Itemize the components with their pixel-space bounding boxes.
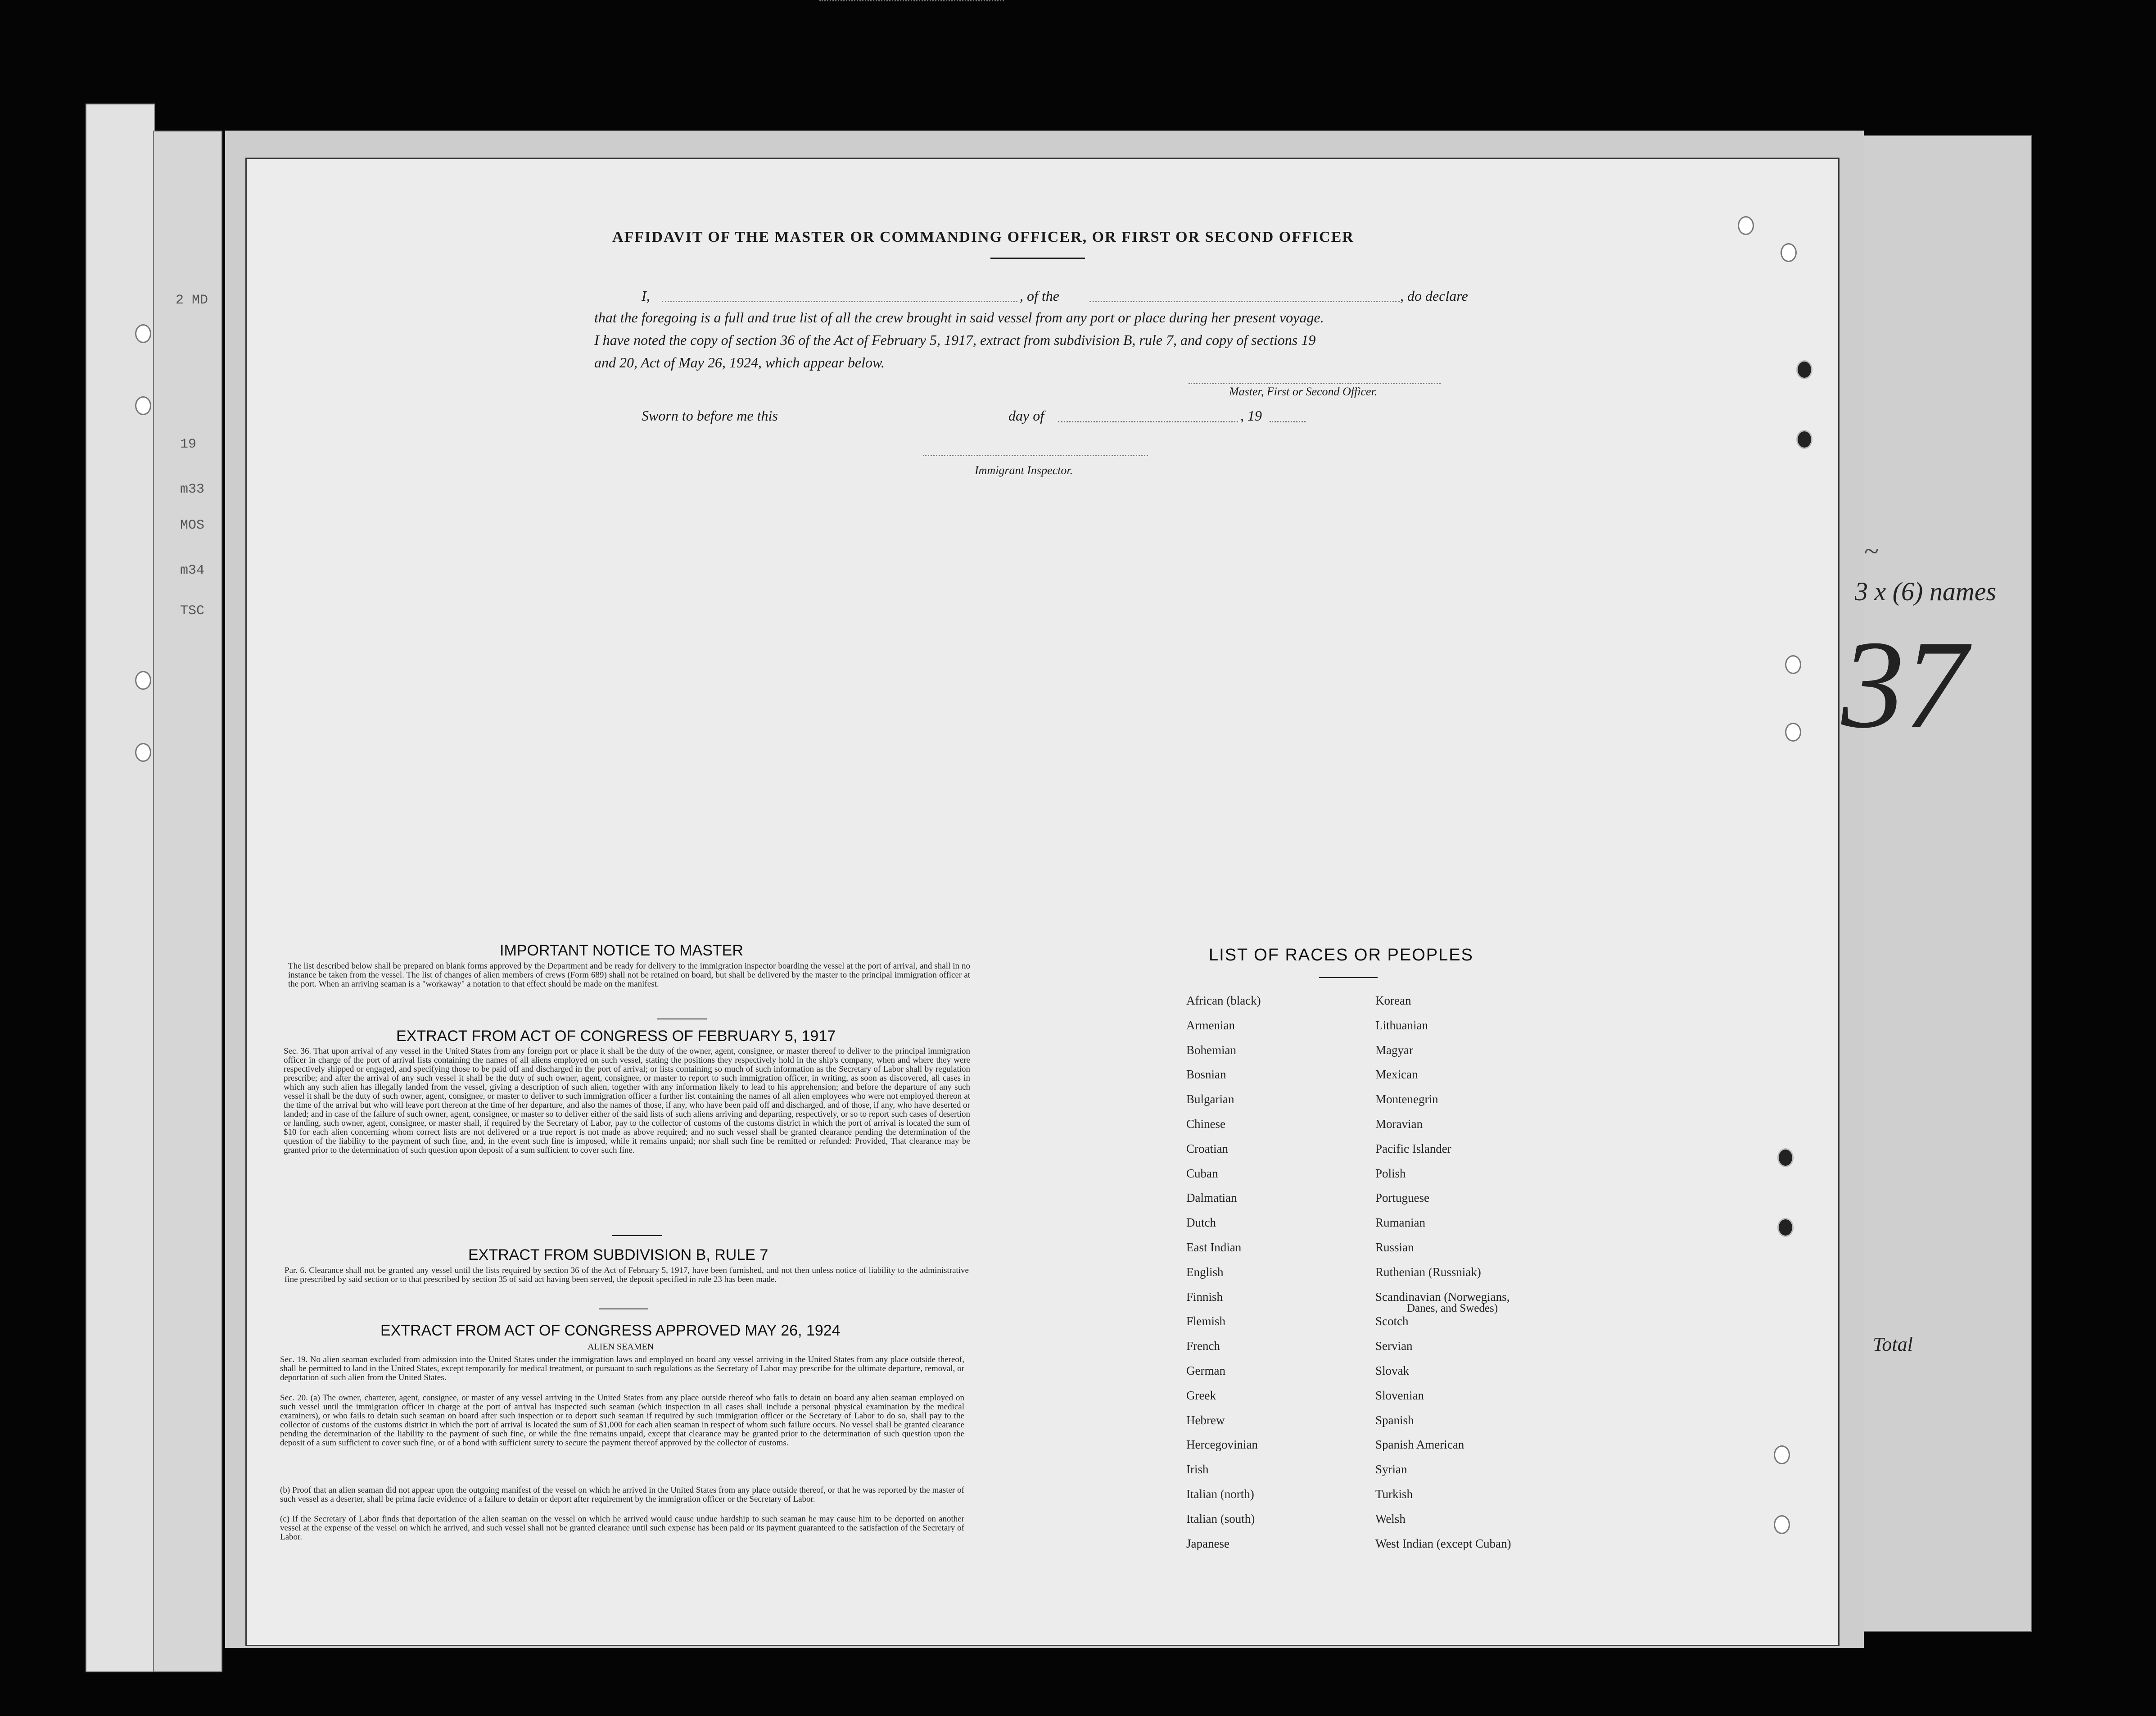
day-of-label: day of <box>1008 407 1044 424</box>
vessel-name-field[interactable] <box>1089 301 1400 302</box>
master-signature-label: Master, First or Second Officer. <box>1229 385 1378 398</box>
affidavit-text-line: I have noted the copy of section 36 of the Act of February 5, 1917, extract from subdivision B, rule 7, and copy of sections 19 <box>594 332 1316 348</box>
punch-hole-icon <box>1777 1148 1794 1167</box>
year-label: , 19 <box>1240 407 1262 424</box>
race-entry: Syrian <box>1375 1462 1407 1476</box>
margin-mark: m34 <box>180 563 205 578</box>
notice-body: The list described below shall be prepared on blank forms approved by the Department and be ready for delivery to the immigration inspector boarding the vessel at the port of arrival, and shall in no instance be taken from the vessel. The list of changes of alien members of crews (Form 689) shall not be retained on board, but shall be delivered by the master to the principal immigration officer at the port. When an arriving seaman is a "workaway" a notation to that effect should be made on the manifest. <box>288 961 970 989</box>
punch-hole-icon <box>135 396 151 415</box>
left-file-card-2 <box>153 131 222 1672</box>
punch-hole-icon <box>1774 1515 1790 1534</box>
race-entry-continuation: Danes, and Swedes) <box>1407 1302 1498 1314</box>
affidavit-text-line: and 20, Act of May 26, 1924, which appear below. <box>594 354 885 371</box>
race-entry: English <box>1186 1265 1224 1279</box>
race-entry: Russian <box>1375 1240 1414 1254</box>
race-entry: Scandinavian (Norwegians, Danes, and Swedes) <box>1375 1285 1511 1309</box>
affidavit-i-label: I, <box>642 288 650 304</box>
sworn-label: Sworn to before me this <box>642 407 778 424</box>
sworn-year-field[interactable] <box>1270 421 1306 422</box>
race-entry: Portuguese <box>1375 1191 1429 1205</box>
notice-title: IMPORTANT NOTICE TO MASTER <box>500 942 743 959</box>
race-entry: Moravian <box>1375 1117 1423 1131</box>
margin-mark: MOS <box>180 518 205 533</box>
races-title: LIST OF RACES OR PEOPLES <box>1209 946 1473 964</box>
race-entry: Chinese <box>1186 1117 1225 1131</box>
race-entry: West Indian (except Cuban) <box>1375 1536 1511 1550</box>
race-entry: Polish <box>1375 1166 1406 1180</box>
punch-hole-icon <box>135 671 151 690</box>
margin-mark: 19 <box>180 437 197 452</box>
race-entry: Slovenian <box>1375 1388 1424 1402</box>
do-declare-label: , do declare <box>1400 288 1468 304</box>
race-entry: Spanish American <box>1375 1438 1464 1452</box>
race-entry: African (black) <box>1186 994 1261 1007</box>
race-entry: Magyar <box>1375 1043 1413 1057</box>
sworn-month-field[interactable] <box>1058 421 1238 422</box>
punch-hole-icon <box>1785 723 1801 742</box>
master-signature-field[interactable] <box>1189 383 1441 384</box>
race-entry: Rumanian <box>1375 1216 1425 1230</box>
sec20a-body: Sec. 20. (a) The owner, charterer, agent, consignee, or master of any vessel arriving in the United States from any place outside thereof who fails to detain on board any alien seaman employed on such vessel until the immigration officer in charge at the port of arrival has inspected such seaman (which inspection in all cases shall include a personal physical examination by the medical examiners), or who fails to detain such seaman on board after such inspection or to deport such seaman if required by such immigration officer or the Secretary of Labor to do so, shall pay to the collector of customs of the customs district in which the port of arrival is located the sum of $1,000 for each alien seaman in respect of whom such failure occurs. No vessel shall be granted clearance pending the determination of the liability to the payment of such fine, or while the fine remains unpaid, except that clearance may be granted prior to the determination of such question upon the deposit of a sum sufficient to cover such fine, or of a bond with sufficient surety to secure the payment thereof approved by the collector of customs. <box>280 1393 964 1448</box>
races-column-2 <box>1375 988 1511 1556</box>
punch-hole-icon <box>135 743 151 762</box>
race-entry: Pacific Islander <box>1375 1141 1451 1155</box>
race-entry: Italian (north) <box>1186 1487 1254 1501</box>
race-entry: Greek <box>1186 1388 1216 1402</box>
master-name-field[interactable] <box>662 301 1017 302</box>
margin-handwriting: 3 x (6) names <box>1855 577 1997 606</box>
sec20b-body: (b) Proof that an alien seaman did not appear upon the outgoing manifest of the vessel on which he arrived in the United States from any place outside thereof, or that he was reported by the master of such vessel as a deserter, shall be prima facie evidence of a failure to detain or deport after requirement by the immigration officer or the Secretary of Labor. <box>280 1485 964 1504</box>
extract-1924-title: EXTRACT FROM ACT OF CONGRESS APPROVED MAY 26, 1924 <box>380 1322 841 1339</box>
race-entry: Irish <box>1186 1462 1209 1476</box>
race-entry: Korean <box>1375 994 1411 1007</box>
race-entry: Flemish <box>1186 1314 1226 1328</box>
race-entry: Ruthenian (Russniak) <box>1375 1265 1481 1279</box>
punch-hole-icon <box>1738 216 1754 235</box>
sworn-day-field[interactable] <box>819 0 1004 1</box>
race-entry: Slovak <box>1375 1363 1410 1377</box>
race-entry: Dalmatian <box>1186 1191 1237 1205</box>
race-entry: Japanese <box>1186 1536 1229 1550</box>
races-column-1 <box>1186 988 1261 1556</box>
race-entry: Bohemian <box>1186 1043 1236 1057</box>
margin-mark: m33 <box>180 482 205 497</box>
margin-mark: 2 MD <box>176 293 208 308</box>
race-entry: Welsh <box>1375 1512 1406 1526</box>
affidavit-text-line: that the foregoing is a full and true list of all the crew brought in said vessel from any port or place during her present voyage. <box>594 309 1324 326</box>
section-rule <box>1319 977 1378 978</box>
section-rule <box>612 1235 662 1236</box>
race-entry: French <box>1186 1339 1220 1353</box>
punch-hole-icon <box>1796 430 1812 449</box>
race-entry: Cuban <box>1186 1166 1218 1180</box>
punch-hole-icon <box>1796 360 1812 379</box>
race-entry: Bosnian <box>1186 1068 1226 1082</box>
of-the-label: , of the <box>1020 288 1059 304</box>
inspector-label: Immigrant Inspector. <box>975 464 1073 477</box>
right-file-card <box>1837 135 2032 1632</box>
rule7-body: Par. 6. Clearance shall not be granted any vessel until the lists required by section 36 of the Act of February 5, 1917, have been furnished, and not then unless notice of liability to the administrative fine prescribed by said section or to that prescribed by section 35 of said act having been served, the deposit specified in rule 23 has been made. <box>285 1266 969 1284</box>
race-entry: Montenegrin <box>1375 1092 1438 1106</box>
race-entry: Turkish <box>1375 1487 1413 1501</box>
margin-mark: TSC <box>180 603 205 619</box>
race-entry: Hebrew <box>1186 1413 1225 1427</box>
punch-hole-icon <box>1777 1218 1794 1237</box>
margin-handwriting: Total <box>1873 1333 1913 1355</box>
margin-handwriting: ~ <box>1864 536 1879 566</box>
race-entry: Spanish <box>1375 1413 1414 1427</box>
extract-1924-subtitle: ALIEN SEAMEN <box>588 1342 654 1352</box>
punch-hole-icon <box>1785 655 1801 674</box>
punch-hole-icon <box>135 324 151 343</box>
sec19-body: Sec. 19. No alien seaman excluded from admission into the United States under the immigration laws and employed on board any vessel arriving in the United States from any place outside thereof, shall be permitted to land in the United States, except temporarily for medical treatment, or pursuant to such regulations as the Secretary of Labor may prescribe for the ultimate departure, removal, or deportation of such alien from the United States. <box>280 1355 964 1382</box>
extract-1917-body: Sec. 36. That upon arrival of any vessel in the United States from any foreign port or place it shall be the duty of the owner, agent, consignee, or master thereof to deliver to the principal immigration officer in charge of the port of arrival lists containing the names of all aliens employed on such vessel, stating the positions they respectively hold in the ship's company, when and where they were respectively shipped or engaged, and specifying those to be paid off and discharged in the port of arrival; or lists containing so much of such information as the Secretary of Labor shall by regulation prescribe; and after the arrival of any such vessel it shall be the duty of such owner, agent, consignee, or master to report to such immigration officer, in writing, as soon as discovered, all cases in which any such alien has illegally landed from the vessel, giving a description of such alien, together with any information likely to lead to his apprehension; and before the departure of any such vessel it shall be the duty of such owner, agent, consignee, or master to deliver to such immigration officer a further list containing the names of all alien employees who were not employed thereon at the time of the arrival but who will leave port thereon at the time of her departure, and also the names of those, if any, who have been paid off and discharged, and of those, if any, who have deserted or landed; and in case of the failure of such owner, agent, consignee, or master so to deliver either of the said lists of such aliens arriving and departing, respectively, or so to report such cases of desertion or landing, such owner, agent, consignee, or master shall, if required by the Secretary of Labor, pay to the collector of customs of the customs district in which the port of arrival is located the sum of $10 for each alien concerning whom correct lists are not delivered or a true report is not made as above required; and no such vessel shall be granted clearance pending the determination of the question of the liability to the payment of such fine, and, in the event such fine is imposed, while it remains unpaid; nor shall such fine be remitted or refunded: Provided, That clearance may be granted prior to the determination of such question upon deposit of a sum sufficient to cover such fine. <box>284 1046 970 1155</box>
race-entry: Scotch <box>1375 1314 1409 1328</box>
race-entry: Italian (south) <box>1186 1512 1255 1526</box>
race-entry: Bulgarian <box>1186 1092 1234 1106</box>
race-entry: German <box>1186 1363 1225 1377</box>
margin-handwriting: 37 <box>1841 614 1967 754</box>
race-entry: Dutch <box>1186 1216 1216 1230</box>
sec20c-body: (c) If the Secretary of Labor finds that deportation of the alien seaman on the vessel on which he arrived would cause undue hardship to such seaman he may cause him to be deported on another vessel at the expense of the vessel on which he arrived, and such vessel shall not be granted clearance until such expense has been paid or its payment guaranteed to the satisfaction of the Secretary of Labor. <box>280 1514 964 1542</box>
race-entry: Croatian <box>1186 1141 1228 1155</box>
extract-1917-title: EXTRACT FROM ACT OF CONGRESS OF FEBRUARY 5, 1917 <box>396 1028 836 1045</box>
race-entry: Armenian <box>1186 1018 1235 1032</box>
race-entry: Finnish <box>1186 1290 1223 1304</box>
affidavit-title: AFFIDAVIT OF THE MASTER OR COMMANDING OFFICER, OR FIRST OR SECOND OFFICER <box>612 229 1354 245</box>
punch-hole-icon <box>1774 1445 1790 1464</box>
punch-hole-icon <box>1781 243 1797 262</box>
rule7-title: EXTRACT FROM SUBDIVISION B, RULE 7 <box>468 1246 768 1263</box>
title-rule <box>990 258 1085 259</box>
race-entry: Mexican <box>1375 1068 1418 1082</box>
race-entry: Hercegovinian <box>1186 1438 1258 1452</box>
race-entry: Servian <box>1375 1339 1413 1353</box>
inspector-signature-field[interactable] <box>923 455 1148 456</box>
race-entry: Lithuanian <box>1375 1018 1428 1032</box>
race-entry: East Indian <box>1186 1240 1242 1254</box>
